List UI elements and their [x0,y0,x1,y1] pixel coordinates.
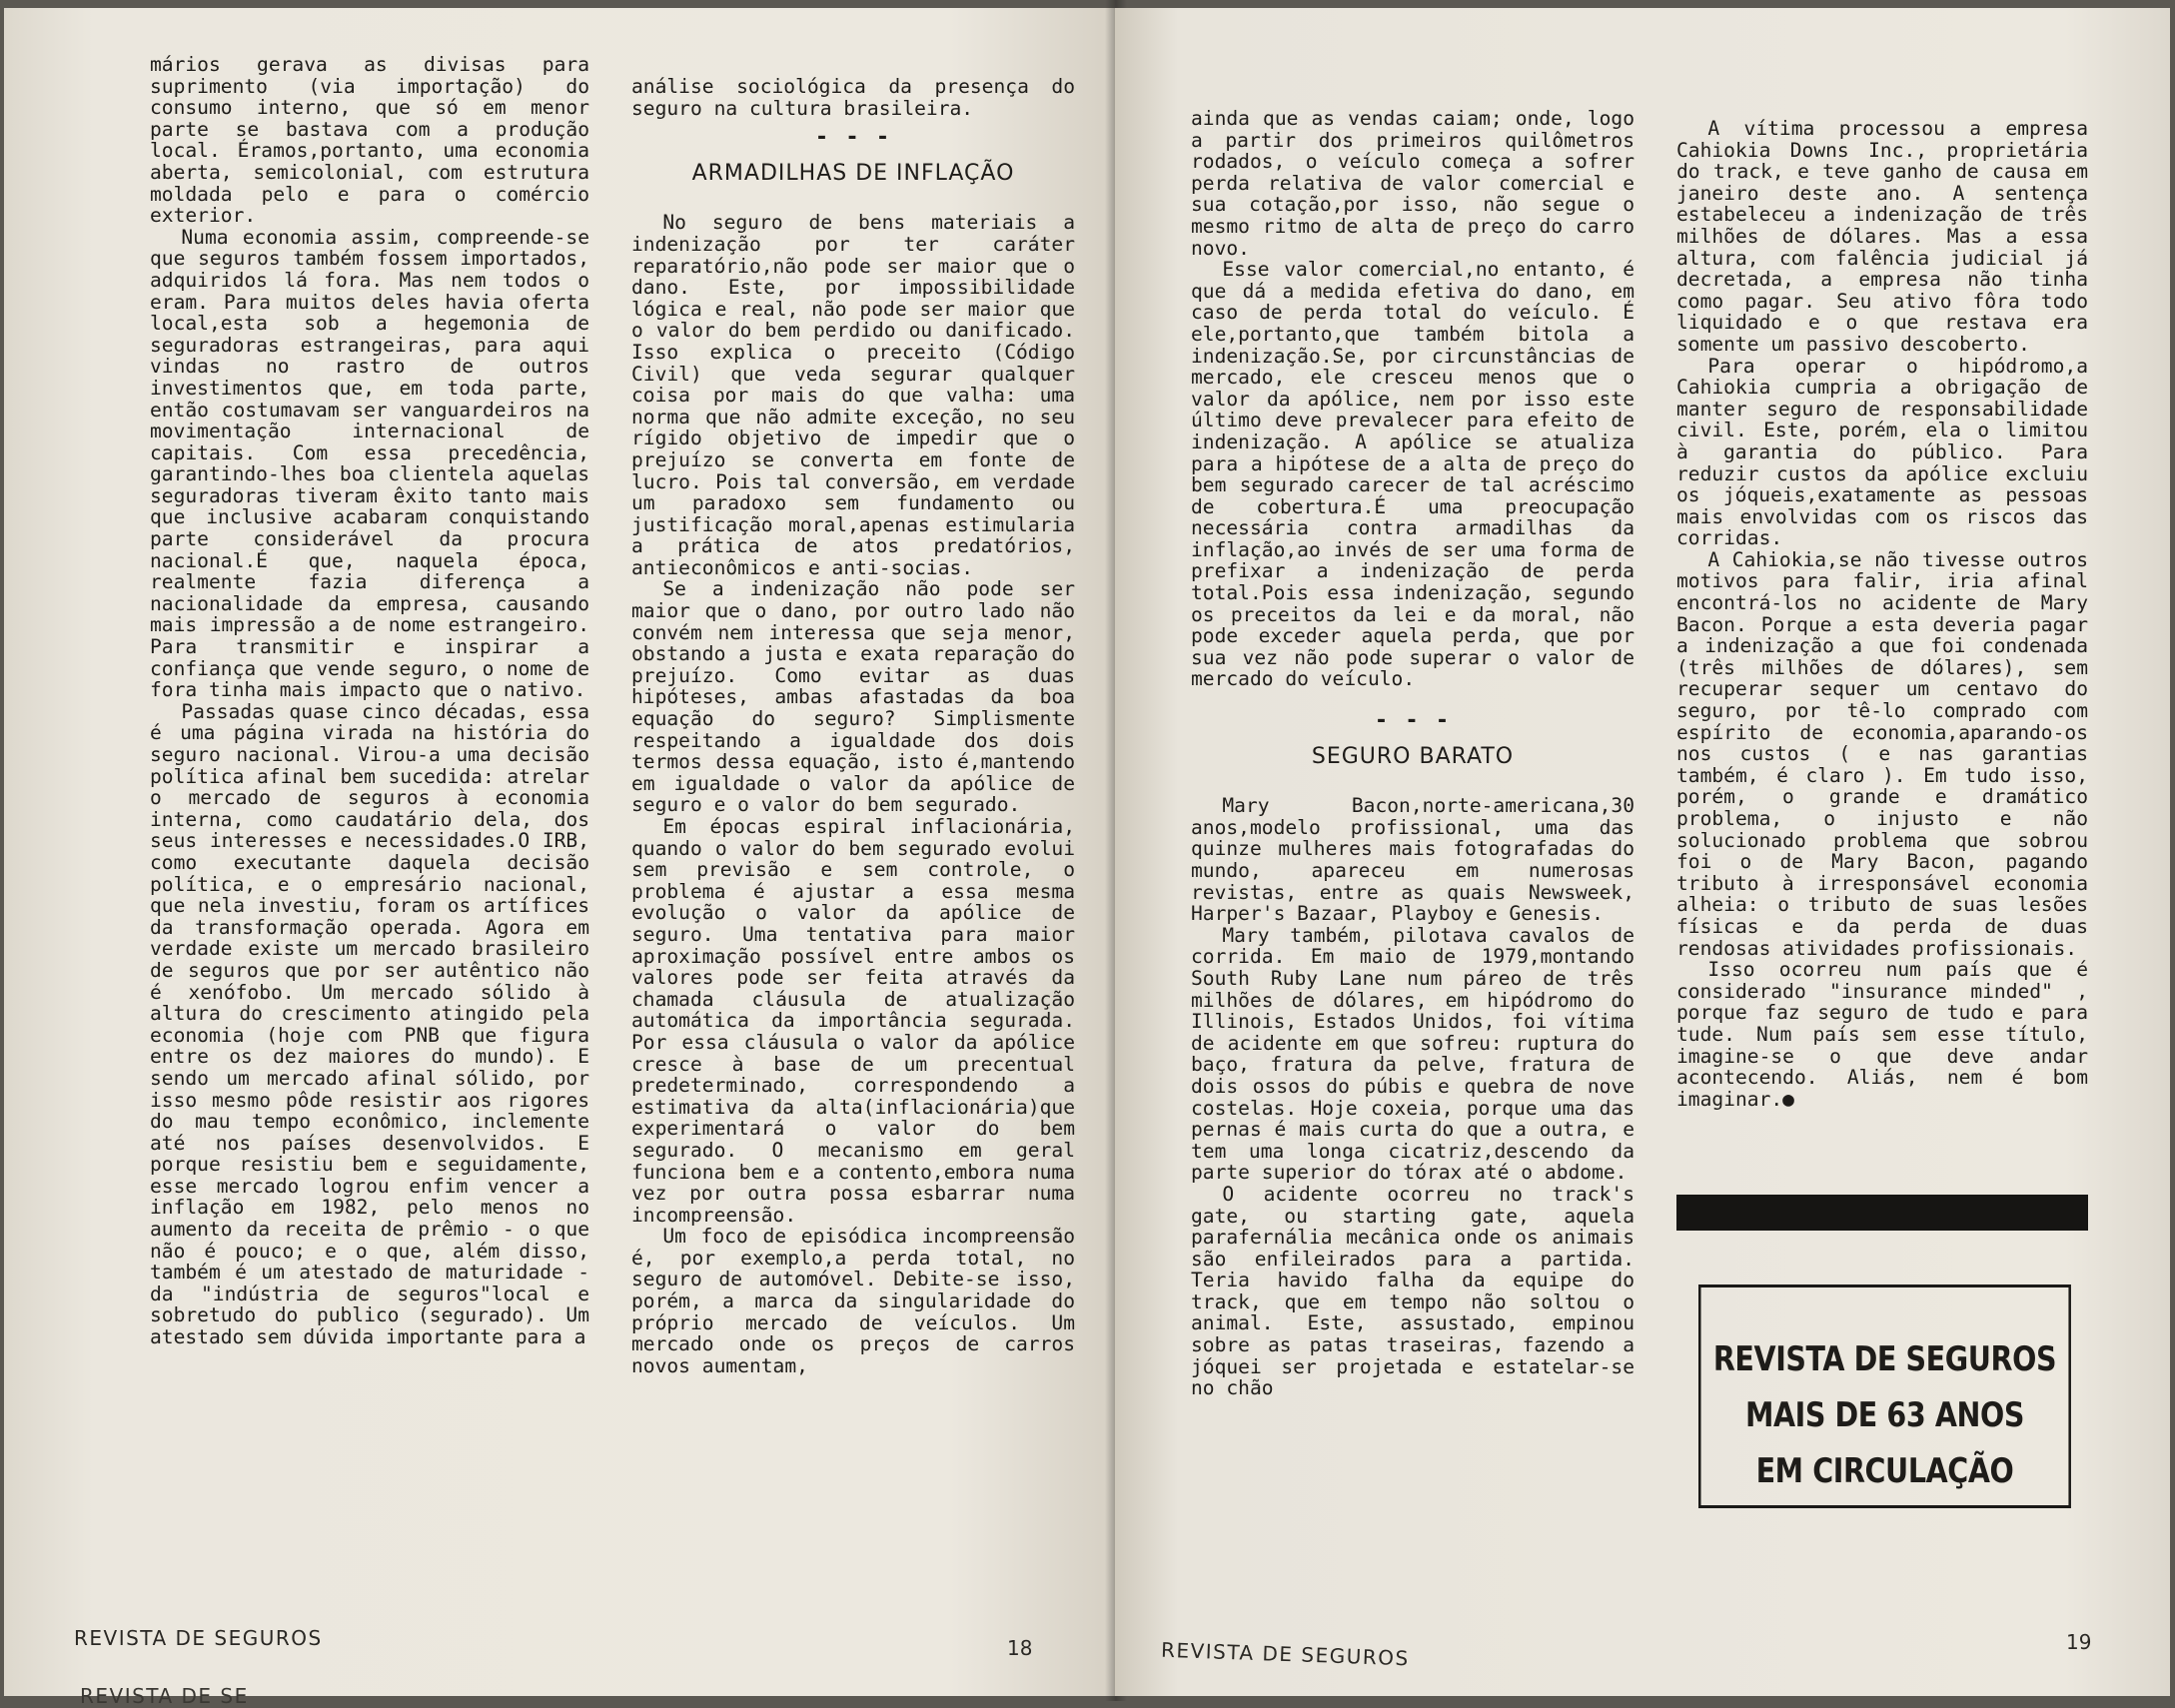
section-heading: SEGURO BARATO [1311,743,1515,769]
paragraph: Esse valor comercial,no entanto, é que dá a medida efetiva do dano, em caso de perda total do veículo. É ele,portanto,que também bitola a indenização.Se, por circunstâncias de mercado, ele cresceu menos que o valor da apólice, nem por isso este último deve prevalecer para efeito de indenização. A apólice se atualiza para a hipótese de a alta de preço do bem segurado carecer de tal acréscimo de cobertura.É uma preocupação necessária contra armadilhas da inflação,ao invés de ser uma forma de prefixar a indenização de perda total.Pois essa indenização, segundo os preceitos da lei e da moral, não pode exceder aquela perda, que por sua vez não pode superar o valor de mercado do veículo. [1191,258,1634,691]
section-separator: - - - [1374,708,1452,734]
page-number: 18 [1007,1636,1033,1660]
paragraph: Passadas quase cinco décadas, essa é uma página virada na história do seguro nacional. Virou-a uma decisão política afinal bem sucedida: atrelar o mercado de seguros à economia interna, como caudatário dela, dos seus interesses e necessidades.O IRB, como executante daquela decisão política, e o empresário nacional, que nela investiu, foram os artífices da transformação operada. Agora em verdade existe um mercado brasileiro de seguros que por ser autêntico não é xenófobo. Um mercado sólido à altura do crescimento atingido pela economia (hoje com PNB que figura entre os dez maiores do mundo). E sendo um mercado afinal sólido, por isso mesmo pôde resistir aos rigores do mau tempo econômico, inclemente até nos países desenvolvidos. E porque resistiu bem e seguidamente, esse mercado logrou enfim vencer a inflação em 1982, pelo menos no aumento da receita de prêmio - o que não é pouco; e o que, além disso, também é um atestado de maturidade - da "indústria de seguros"local e sobretudo do publico (segurado). Um atestado sem dúvida importante para a [150,699,589,1349]
left-page [4,8,1115,1696]
ad-line: MAIS DE 63 ANOS [1744,1395,2025,1435]
left-column-1 [150,54,589,1348]
paragraph: Numa economia assim, compreende-se que seguros também fossem importados, adquiridos lá fora. Mas nem todos o eram. Para muitos deles havia oferta local,esta sob a hegemonia de seguradoras estrangeiras, para aqui vindas no rastro de outros investimentos que, em toda parte, então costumavam ser vanguardeiros na movimentação internacional de capitais. Com essa precedência, garantindo-lhes boa clientela aquelas seguradoras tiveram êxito tanto mais que inclusive acabaram conquistando parte considerável da procura nacional.É que, naquela época, realmente fazia diferença a nacionalidade da empresa, causando mais impressão a de nome estrangeiro. Para transmitir e inspirar a confiança que vende seguro, o nome de fora tinha mais impacto que o nativo. [150,225,589,702]
paragraph: Mary Bacon,norte-americana,30 anos,modelo profissional, uma das quinze mulheres mais fotografadas do mundo, apareceu em numerosas revistas, entre as quais Newsweek, Harper's Bazaar, Playboy e Genesis. [1191,794,1634,926]
section-heading: ARMADILHAS DE INFLAÇÃO [691,160,1015,186]
left-column-2 [631,76,1075,1376]
advertisement-box [1698,1284,2071,1508]
paragraph: Se a indenização não pode ser maior que o dano, por outro lado não convém nem interessa que seja menor, obstando a justa e exata reparação do prejuízo. Como evitar as duas hipóteses, ambas afastadas da boa equação do seguro? Simplismente respeitando a igualdade dos dois termos dessa equação, isto é,mantendo em igualdade o valor da apólice de seguro e o valor do bem segurado. [631,577,1075,817]
paragraph: Um foco de episódica incompreensão é, por exemplo,a perda total, no seguro de automóvel. Debite-se isso, porém, a marca da singularidade do próprio mercado de veículos. Um mercado onde os preços de carros novos aumentam, [631,1225,1075,1377]
paragraph: Para operar o hipódromo,a Cahiokia cumpria a obrigação de manter seguro de responsabilidade civil. Este, porém, ela o limitou à garantia do público. Para reduzir custos da apólice excluiu os jóqueis,exatamente as pessoas mais envolvidas com os riscos das corridas. [1676,354,2088,550]
paragraph: A Cahiokia,se não tivesse outros motivos para falir, iria afinal encontrá-los no acidente de Mary Bacon. Porque a esta deveria pagar a indenização a que foi condenada (três milhões de dólares), sem recuperar sequer um centavo do seguro, por tê-lo comprado com espírito de economia,aparando-os nos custos ( e nas garantias também, é claro ). Em tudo isso, porém, o grande e dramático problema, o injusto e não solucionado problema que sobrou foi o de Mary Bacon, pagando tributo à irresponsável economia alheia: o tributo de suas lesões físicas e da perda de duas rendosas atividades profissionais. [1676,547,2088,960]
paragraph: Mary também, pilotava cavalos de corrida. Em maio de 1979,montando South Ruby Lane num páreo de três milhões de dólares, em hipódromo do Illinois, Estados Unidos, foi vítima de acidente em que sofreu: ruptura do baço, fratura da pelve, fratura de dois ossos do púbis e quebra de nove costelas. Hoje coxeia, porque uma das pernas é mais curta do que a outra, e tem uma longa cicatriz,descendo da parte superior do tórax até o abdome. [1191,923,1634,1185]
right-column-2 [1676,118,2088,1110]
right-column-1 [1191,108,1634,1399]
underlying-page-strip: REVISTA DE SE [80,1684,249,1708]
paragraph: O acidente ocorreu no track's gate, ou starting gate, aquela parafernália mecânica onde os animais são enfileirados para a partida. Teria havido falha da equipe do track, que em tempo não soltou o animal. Este, assustado, empinou sobre as patas traseiras, fazendo a jóquei ser projetada e estatelar-se no chão [1191,1182,1634,1400]
running-footer: REVISTA DE SEGUROS [74,1626,323,1650]
ad-line: REVISTA DE SEGUROS [1712,1339,2057,1379]
running-footer: REVISTA DE SEGUROS [1160,1637,1411,1671]
paragraph: Em épocas espiral inflacionária, quando o valor do bem segurado evolui sem previsão e sem controle, o problema é ajustar a essa mesma evolução o valor da apólice de seguro. Uma tentativa para maior aproximação possível entre ambos os valores pode ser feita através da chamada cláusula de atualização automática da importância segurada. Por essa cláusula o valor da apólice cresce à base de um precentual predeterminado, correspondendo a estimativa da alta(inflacionária)que experimentará o valor do bem segurado. O mecanismo em geral funciona bem e a contento,embora numa vez por outra possa esbarrar numa incompreensão. [631,815,1075,1227]
paragraph: mários gerava as divisas para suprimento (via importação) do consumo interno, que só em menor parte se bastava com a produção local. Éramos,portanto, uma economia aberta, semicolonial, com estrutura moldada pelo e para o comércio exterior. [150,53,589,228]
paragraph: ainda que as vendas caiam; onde, logo a partir dos primeiros quilômetros rodados, o veículo começa a sofrer perda relativa de valor comercial e sua cotação,por isso, não segue o mesmo ritmo de alta de preço do carro novo. [1191,107,1634,260]
black-rule-bar [1676,1195,2088,1231]
paragraph: análise sociológica da presença do seguro na cultura brasileira. [631,75,1075,120]
paragraph: Isso ocorreu num país que é considerado "insurance minded" , porque faz seguro de tudo e para tude. Num país sem esse título, imagine-se o que deve andar acontecendo. Aliás, nem é bom imaginar.● [1676,958,2088,1111]
paragraph: A vítima processou a empresa Cahiokia Downs Inc., proprietária do track, e teve ganho de causa em janeiro deste ano. A sentença estabeleceu a indenização de três milhões de dólares. Mas a essa altura, com falência judicial já decretada, a empresa não tinha como pagar. Seu ativo fôra todo liquidado e o que restava era somente um passivo descoberto. [1676,117,2088,356]
section-separator: - - - [814,125,892,151]
page-number: 19 [2066,1630,2092,1654]
ad-line: EM CIRCULAÇÃO [1755,1451,2014,1491]
paragraph: No seguro de bens materiais a indenização por ter caráter reparatório,não pode ser maior que o dano. Este, por impossibilidade lógica e real, não pode ser maior que o valor do bem perdido ou danificado. Isso explica o preceito (Código Civil) que veda segurar qualquer coisa por mais do que valha: uma norma que não admite exceção, no seu rígido objetivo de impedir que o prejuízo se converta em fonte de lucro. Pois tal conversão, em verdade um paradoxo sem fundamento ou justificação moral,apenas estimularia a prática de atos predatórios, antieconômicos e anti-socias. [631,211,1075,579]
